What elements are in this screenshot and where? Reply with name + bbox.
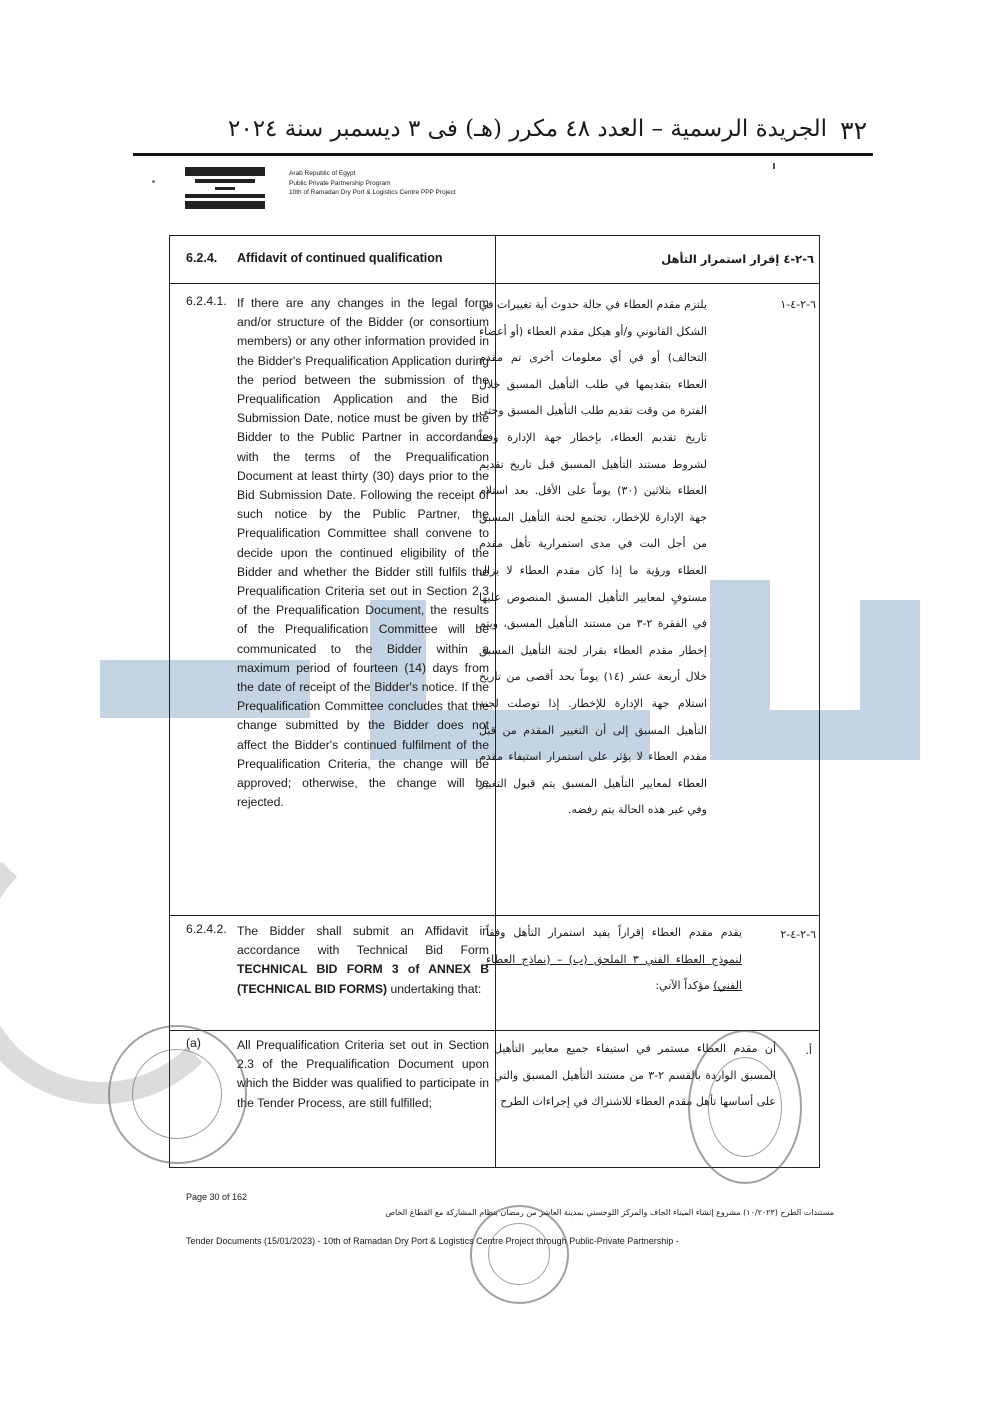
header-text xyxy=(289,169,456,198)
gazette-title: الجريدة الرسمية – العدد ٤٨ مكرر (هـ) فى ٣ ديسمبر سنة ٢٠٢٤ xyxy=(228,116,828,142)
clause-text-en: If there are any changes in the legal form and/or structure of the Bidder (or consortium members) or any other information provided in the Bidder's Prequalification Application during the period between the submission of the Prequalification Application and the Bid Submission Date, notice must be given by the Bidder to the Public Partner in accordance with the terms of the Prequalification Document at least thirty (30) days prior to the Bid Submission Date. Following the receipt of such notice by the Public Partner, the Prequalification Committee shall convene to decide upon the continued eligibility of the Bidder and whether the Bidder still fulfils the Prequalification Criteria set out in Section 2.3 of the Prequalification Document, the results of the Prequalification Committee will be communicated to the Bidder within a maximum period of fourteen (14) days from the date of receipt of the Bidder's notice. If the Prequalification Committee concludes that the change submitted by the Bidder does not affect the Bidder's continued fulfilment of the Prequalification Criteria, the change will be approved; otherwise, the change will be rejected. xyxy=(237,296,489,810)
row-divider xyxy=(169,915,820,916)
footer-text-en: Tender Documents (15/01/2023) - 10th of Ramadan Dry Port & Logistics Centre Project through Public-Private Partnership - xyxy=(186,1236,679,1246)
gazette-header xyxy=(133,112,873,152)
header-line-country: Arab Republic of Egypt xyxy=(289,170,356,177)
header-rule xyxy=(133,153,873,156)
section-heading-ar: ٦-٢-٤ إقرار استمرار التأهل xyxy=(661,252,814,266)
speck xyxy=(152,180,155,183)
form-reference-ar: لنموذج العطاء الفني ٣ الملحق (ب) – (نماذج العطاء الفني) xyxy=(486,952,742,993)
clause-text-ar xyxy=(486,920,742,1000)
item-label-ar: أ. xyxy=(805,1044,812,1057)
clause-number: 6.2.4.2. xyxy=(186,922,227,936)
document-header xyxy=(185,165,605,211)
clause-text-en xyxy=(237,922,489,999)
footer-page-number: Page 30 of 162 xyxy=(186,1192,248,1202)
gazette-page-number: ٣٢ xyxy=(840,116,867,145)
clause-text-ar-intro: يقدم مقدم العطاء إقراراً يفيد استمرار التأهل وفقاً xyxy=(486,926,742,939)
section-heading: Affidavit of continued qualification xyxy=(237,251,443,265)
row-divider xyxy=(169,1030,820,1031)
clause-text-ar-tail: مؤكداً الآتي: xyxy=(655,979,710,993)
clause-number: 6.2.4.1. xyxy=(186,294,227,308)
form-reference: TECHNICAL BID FORM 3 of ANNEX B (TECHNICAL BID FORMS) xyxy=(237,962,489,996)
clause-text-en-tail: undertaking that: xyxy=(390,981,482,996)
program-logo xyxy=(185,167,265,209)
item-label: (a) xyxy=(186,1036,201,1050)
seal-stamp-footer xyxy=(470,1205,569,1304)
seal-stamp-left xyxy=(108,1025,247,1164)
item-text-en: All Prequalification Criteria set out in Section 2.3 of the Prequalification Document upon which the Bidder was qualified to participate in the Tender Process, are still fulfilled; xyxy=(237,1038,489,1110)
footer-text-ar: مستندات الطرح (١٠/٢٠٢٣) مشروع إنشاء الميناء الجاف والمركز اللوجستي بمدينة العاشر من رمضان بنظام المشاركة مع القطاع الخاص xyxy=(385,1208,834,1217)
clause-number-ar: ٦-٢-٤-٢ xyxy=(780,928,816,941)
speck xyxy=(773,163,775,169)
seal-stamp-right xyxy=(688,1030,802,1184)
item-text-ar: أن مقدم العطاء مستمر في استيفاء جميع معايير التأهيل المسبق الواردة بالقسم ٢-٣ من مستند التأهيل المسبق والتي على أساسها تأهل مقدم العطاء للاشتراك في إجراءات الطرح xyxy=(494,1042,776,1109)
section-number: 6.2.4. xyxy=(186,251,218,265)
header-line-program: Public Private Partnership Program xyxy=(289,179,391,187)
clause-number-ar: ٦-٢-٤-١ xyxy=(780,298,816,311)
header-line-project: 10th of Ramadan Dry Port & Logistics Centre PPP Project xyxy=(289,189,456,196)
row-divider xyxy=(169,283,820,284)
clause-text-ar: يلتزم مقدم العطاء في حالة حدوث أية تغييرات في الشكل القانوني و/أو هيكل مقدم العطاء (أو أعضاء التحالف) أو في أي معلومات أخرى تم مقدم العطاء بتقديمها في طلب التأهيل المسبق خلال الفترة من وقت تقديم طلب التأهيل المسبق وحتى تاريخ تقديم العطاء، بإخطار جهة الإدارة وفقاً لشروط مستند التأهيل المسبق قبل تاريخ تقديم العطاء بثلاثين (٣٠) يوماً على الأقل. بعد استلام جهة الإدارة للإخطار، تجتمع لجنة التأهيل المسبق من أجل البت في مدى استمرارية تأهل مقدم العطاء ورؤية ما إذا كان مقدم العطاء لا يزال مستوفٍ لمعايير التأهيل المسبق المنصوص عليها في الفقرة ٢-٣ من مستند التأهيل المسبق، ويتم إخطار مقدم العطاء بقرار لجنة التأهيل المسبق خلال أربعة عشر (١٤) يوماً بحد أقصى من تاريخ استلام جهة الإدارة للإخطار. إذا توصلت لجنة التأهيل المسبق إلى أن التغيير المقدم من قبل مقدم العطاء لا يؤثر على استمرار استيفاء مقدم العطاء لمعايير التأهيل المسبق يتم قبول التغيير وفي غير هذه الحالة يتم رفضه. xyxy=(479,298,707,817)
clause-text-en-intro: The Bidder shall submit an Affidavit in accordance with Technical Bid Form xyxy=(237,924,489,958)
